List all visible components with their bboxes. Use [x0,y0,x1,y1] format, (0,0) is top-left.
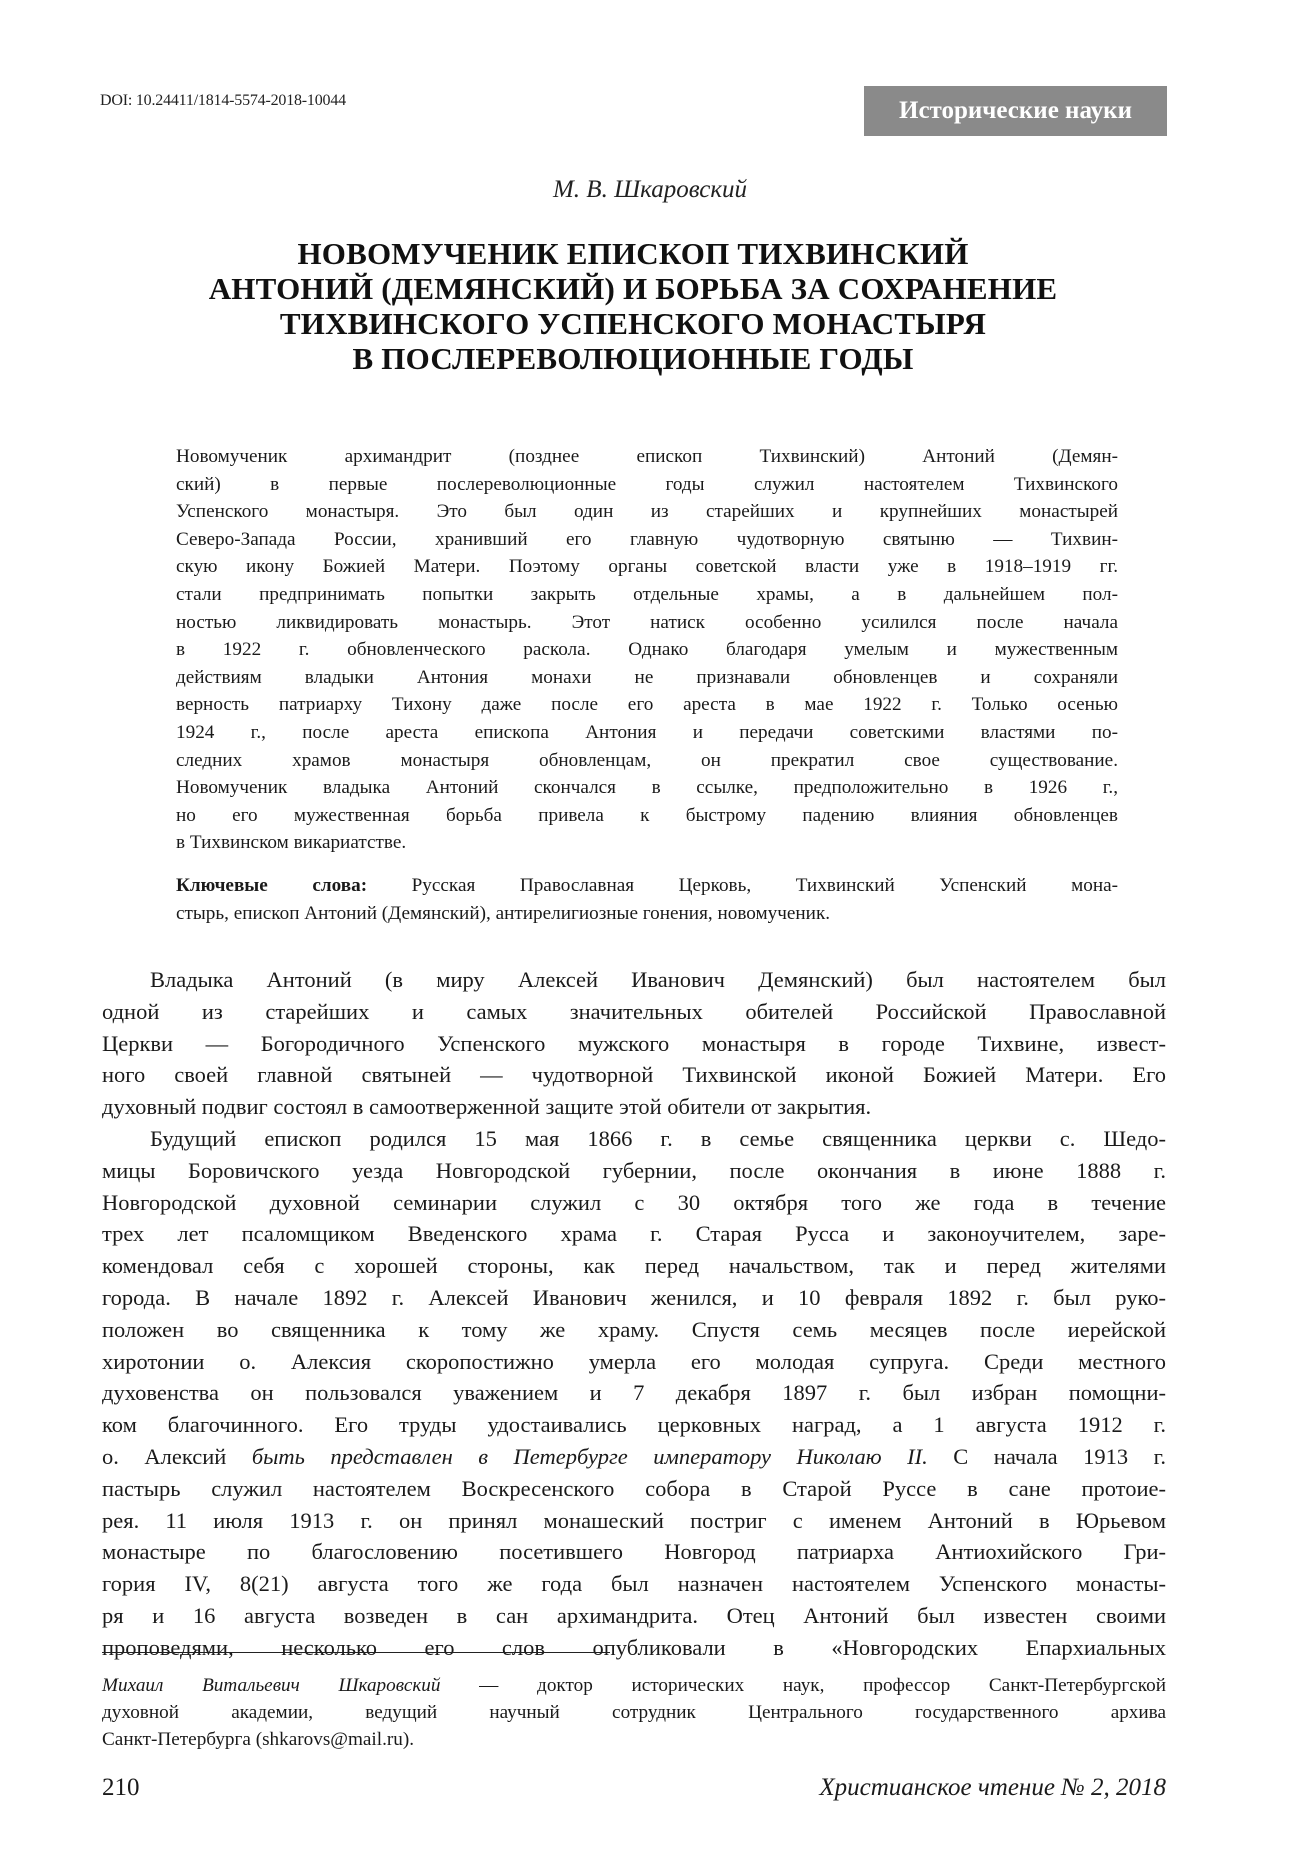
body-line: монастыре по благословению посетившего Новгород патриарха Антиохийского Гри- [102,1539,1166,1565]
footnote-text: — доктор исторических наук, профессор Санкт-Петербургской [440,1675,1166,1696]
keywords-line: стырь, епископ Антоний (Демянский), антирелигиозные гонения, новомученик. [176,902,831,924]
title-line: НОВОМУЧЕНИК ЕПИСКОП ТИХВИНСКИЙ [297,236,969,271]
abstract-line: действиям владыки Антония монахи не признавали обновленцев и сохраняли [176,666,1118,688]
body-line: комендовал себя с хорошей стороны, как перед начальством, так и перед жителями [102,1253,1166,1279]
abstract-line: следних храмов монастыря обновленцам, он прекратил свое существование. [176,749,1118,771]
abstract-line: стали предпринимать попытки закрыть отдельные храмы, а в дальнейшем пол- [176,583,1118,605]
body-line: Церкви — Богородичного Успенского мужского монастыря в городе Тихвине, извест- [102,1030,1166,1056]
body-text-segment: о. Алексий [102,1443,252,1469]
abstract-line: ностью ликвидировать монастырь. Этот натиск особенно усилился после начала [176,611,1118,633]
abstract-line: в Тихвинском викариатстве. [176,832,407,854]
abstract-line: верность патриарху Тихону даже после его ареста в мае 1922 г. Только осенью [176,694,1118,716]
abstract-line: Успенского монастыря. Это был один из старейших и крупнейших монастырей [176,501,1118,523]
body-line: трех лет псаломщиком Введенского храма г. Старая Русса и законоучителем, заре- [102,1221,1166,1247]
title-line: ТИХВИНСКОГО УСПЕНСКОГО МОНАСТЫРЯ [279,306,987,341]
body-line: проповедями, несколько его слов опубликовали в «Новгородских Епархиальных [102,1634,1166,1660]
author-name: М. В. Шкаровский [552,176,748,203]
keywords [176,872,1118,927]
body-text [102,964,1166,1664]
abstract-line: Новомученик архимандрит (позднее епископ Тихвинский) Антоний (Демян- [176,446,1118,467]
body-line: ного своей главной святыней — чудотворной Тихвинской иконой Божией Матери. Его [102,1062,1166,1088]
body-line: Новгородской духовной семинарии служил с 30 октября того же года в течение [102,1189,1166,1215]
page-number: 210 [102,1774,140,1801]
keywords-label: Ключевые слова: [176,875,368,896]
title-line: В ПОСЛЕРЕВОЛЮЦИОННЫЕ ГОДЫ [352,341,914,376]
keywords-line [176,872,1118,900]
body-line: духовный подвиг состоял в самоотверженной защите этой обители от закрытия. [102,1094,872,1120]
keywords-text: Русская Православная Церковь, Тихвинский Успенский мона- [367,875,1118,896]
body-line: рея. 11 июля 1913 г. он принял монашеский постриг с именем Антоний в Юрьевом [102,1507,1166,1533]
body-line: города. В начале 1892 г. Алексей Иванович женился, и 10 февраля 1892 г. был руко- [102,1284,1166,1310]
author-footnote [102,1672,1166,1753]
body-line [102,1441,1166,1473]
abstract-line: Новомученик владыка Антоний скончался в ссылке, предположительно в 1926 г., [176,777,1118,799]
body-text-segment: С начала 1913 г. [927,1443,1166,1469]
body-line: хиротонии о. Алексия скоропостижно умерла его молодая супруга. Среди местного [102,1348,1166,1374]
body-line: Владыка Антоний (в миру Алексей Иванович Демянский) был настоятелем был [150,967,1166,992]
body-line: ком благочинного. Его труды удостаивались церковных наград, а 1 августа 1912 г. [102,1412,1166,1438]
footnote-author-name: Михаил Витальевич Шкаровский [102,1675,441,1696]
body-line: мицы Боровичского уезда Новгородской губернии, после окончания в июне 1888 г. [102,1157,1166,1183]
body-line: пастырь служил настоятелем Воскресенского собора в Старой Руссе в сане протоие- [102,1475,1166,1501]
body-line: гория IV, 8(21) августа того же года был назначен настоятелем Успенского монасты- [102,1571,1166,1597]
footnote-line: Санкт-Петербурга (shkarovs@mail.ru). [102,1729,415,1750]
abstract-line: в 1922 г. обновленческого раскола. Однако благодаря умелым и мужественным [176,639,1118,661]
abstract-line: 1924 г., после ареста епископа Антония и передачи советскими властями по- [176,721,1118,743]
body-line: положен во священника к тому же храму. Спустя семь месяцев после иерейской [102,1316,1166,1342]
body-line: ря и 16 августа возведен в сан архимандрита. Отец Антоний был известен своими [102,1602,1166,1628]
abstract-line: но его мужественная борьба привела к быстрому падению влияния обновленцев [176,804,1118,826]
emphasis-text: быть представлен в Петербурге императору Николаю II. [251,1443,928,1469]
body-line: одной из старейших и самых значительных обителей Российской Православной [102,998,1166,1024]
section-badge: Исторические науки [864,86,1167,136]
body-line: Будущий епископ родился 15 мая 1866 г. в семье священника церкви с. Шедо- [150,1125,1166,1151]
abstract [176,443,1118,857]
footnote-line [102,1672,1166,1699]
abstract-line: Северо-Запада России, хранивший его главную чудотворную святыню — Тихвин- [176,528,1118,550]
abstract-line: ский) в первые послереволюционные годы служил настоятелем Тихвинского [176,473,1118,495]
footnote-line: духовной академии, ведущий научный сотрудник Центрального государственного архива [102,1702,1166,1723]
article-title [100,236,1166,376]
journal-citation: Христианское чтение № 2, 2018 [819,1774,1166,1801]
abstract-line: скую икону Божией Матери. Поэтому органы советской власти уже в 1918–1919 гг. [176,556,1118,578]
title-line: АНТОНИЙ (ДЕМЯНСКИЙ) И БОРЬБА ЗА СОХРАНЕНИЕ [208,271,1058,306]
doi: DOI: 10.24411/1814-5574-2018-10044 [100,92,346,109]
body-line: духовенства он пользовался уважением и 7 декабря 1897 г. был избран помощни- [102,1380,1166,1406]
footnote-divider [102,1652,610,1653]
